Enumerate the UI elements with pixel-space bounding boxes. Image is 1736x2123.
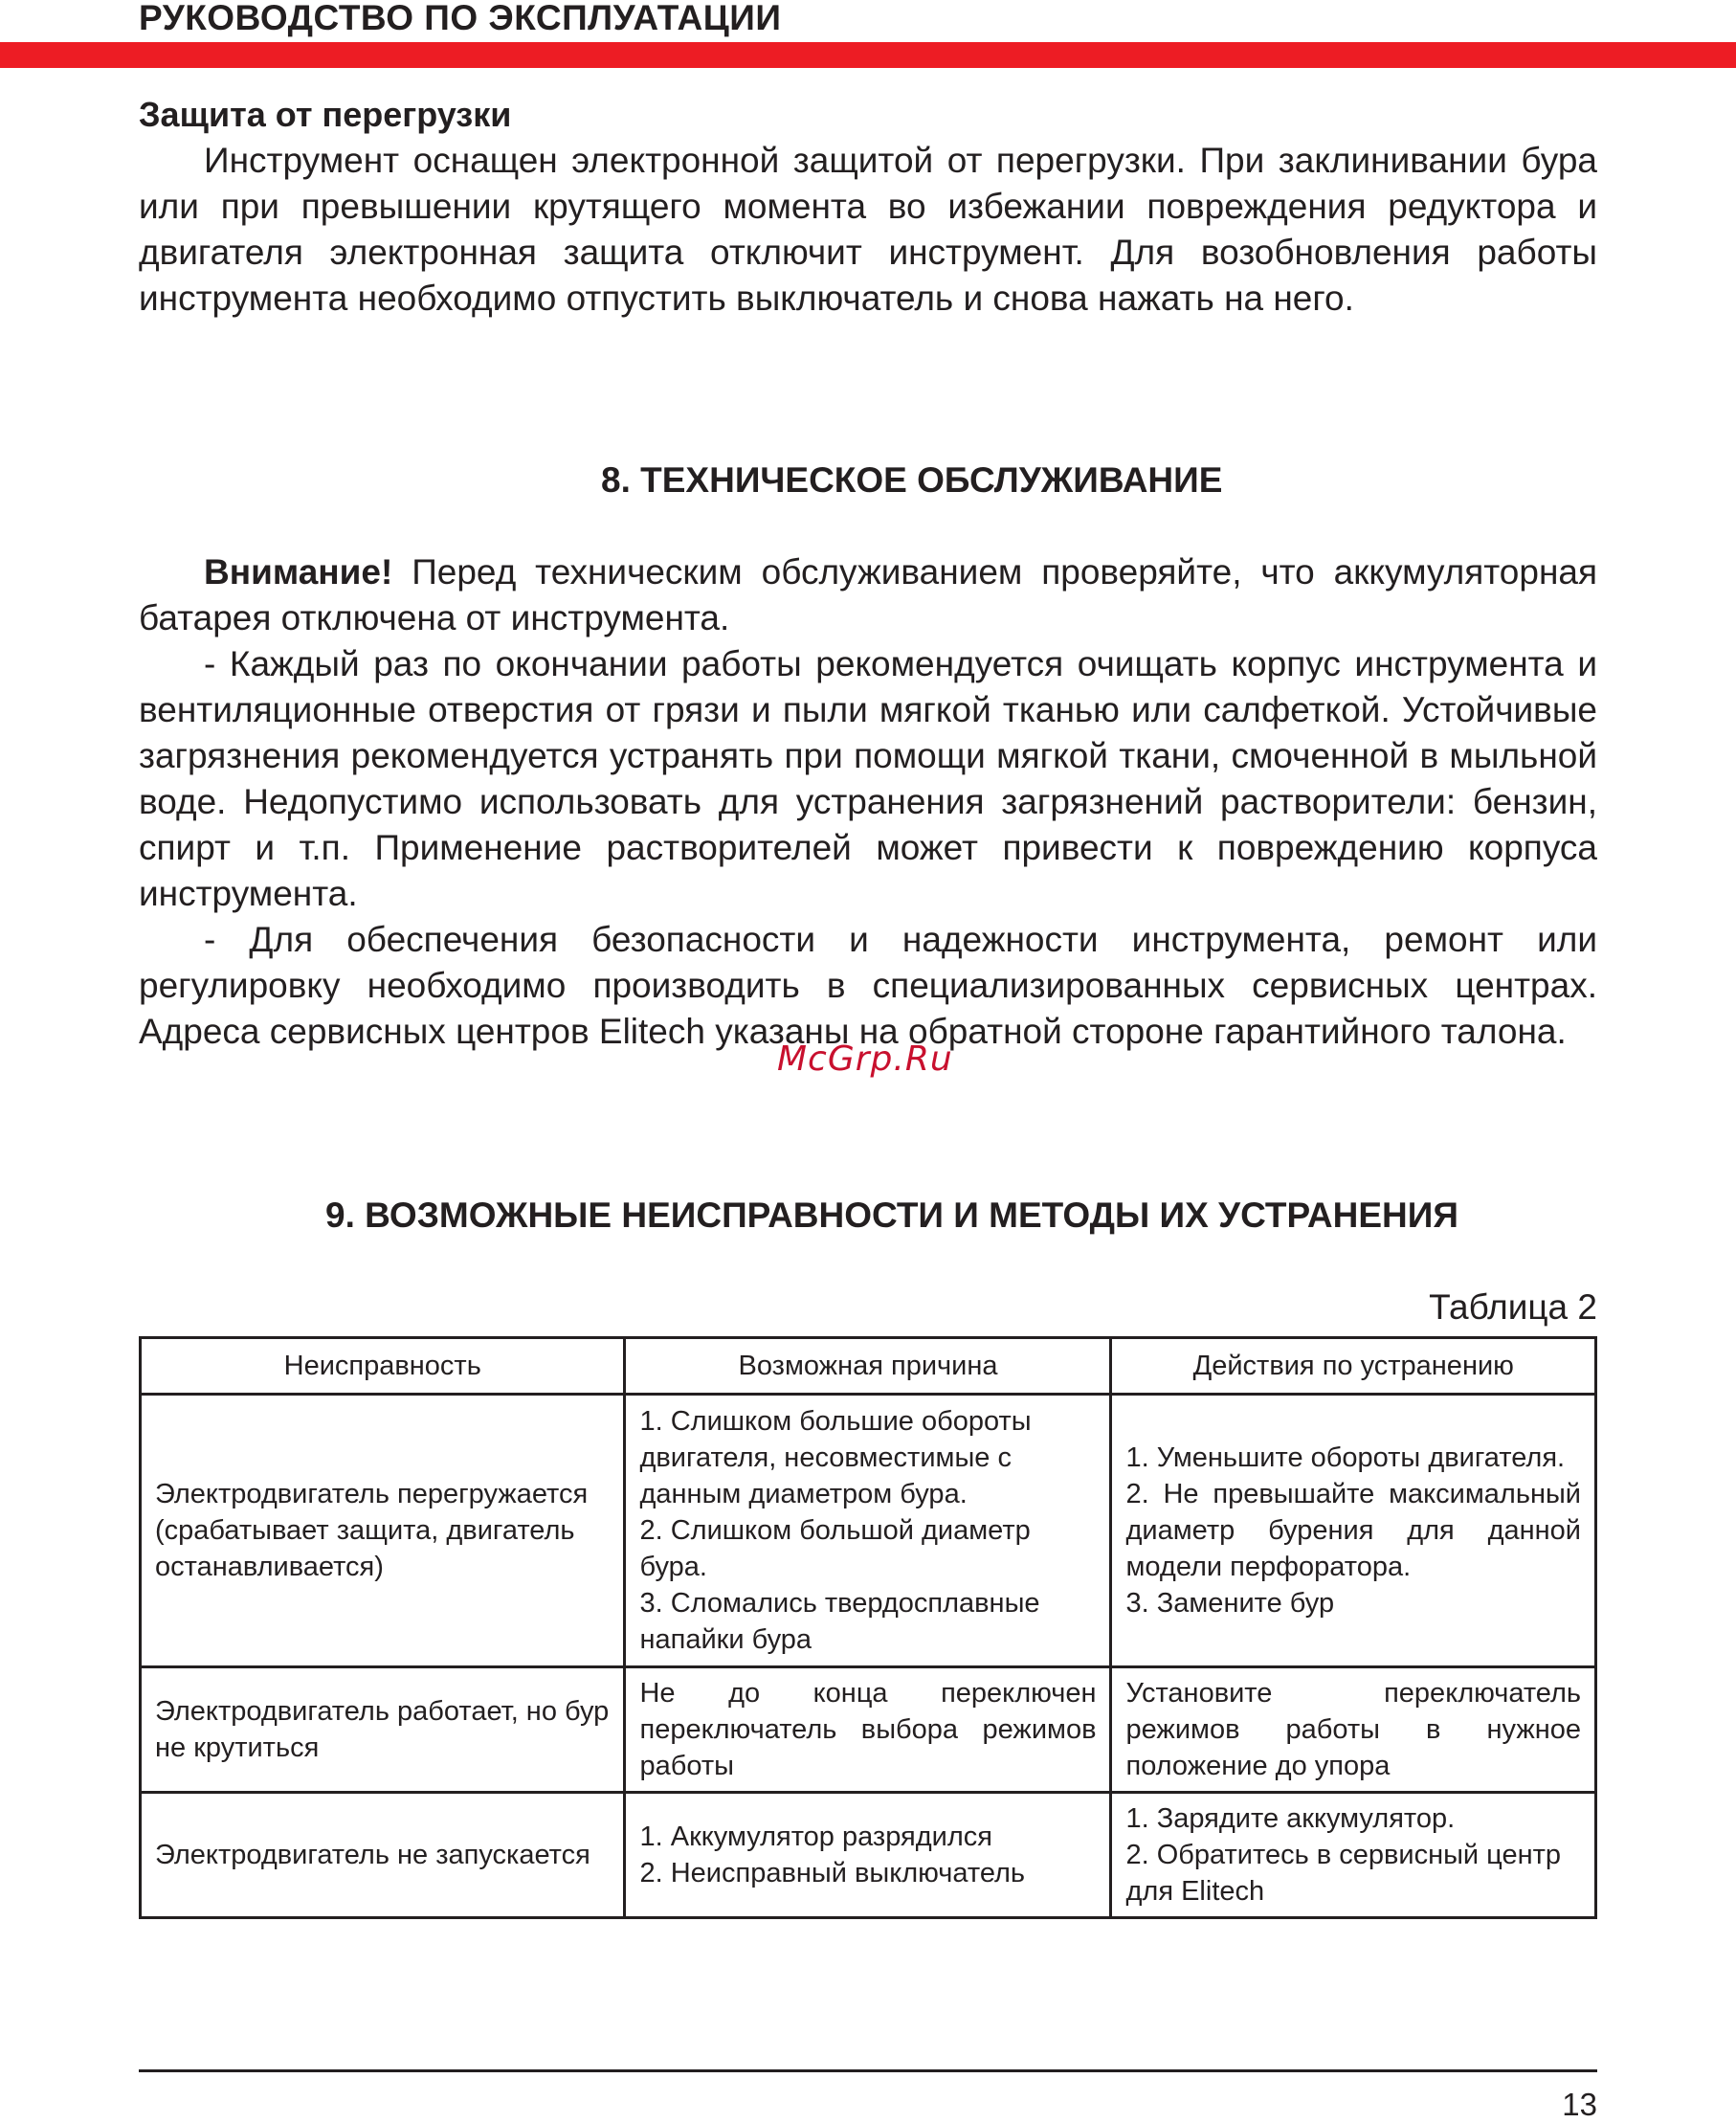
table-row [141,1395,1596,1667]
cause-line: 1. Слишком большие обороты двигателя, несовместимые с данным диаметром бура. [639,1406,1032,1509]
attention-label: Внимание! [204,552,393,592]
cause-cell [625,1793,1111,1918]
overload-section [139,138,1597,322]
action-line: 1. Зарядите аккумулятор. [1125,1803,1456,1834]
action-line: 2. Обратитесь в сервисный центр для Elitech [1125,1840,1562,1907]
action-line: Установите переключатель режимов работы в нужное положение до упора [1125,1678,1581,1781]
action-cell [1111,1395,1596,1667]
cause-line: 2. Слишком большой диаметр бура. [639,1515,1031,1582]
overload-title: Защита от перегрузки [139,95,512,134]
action-cell [1111,1667,1596,1793]
column-header-cause: Возможная причина [625,1338,1111,1395]
table-header-row [141,1338,1596,1395]
cause-cell [625,1667,1111,1793]
maintenance-item-service: - Для обеспечения безопасности и надежности инструмента, ремонт или регулировку необходимо производить в специализированных сервисных центрах. Адреса сервисных центров Elitech указаны на обратной стороне гарантийного талона. [139,920,1597,1051]
footer-rule [139,2069,1597,2072]
cause-line: 2. Неисправный выключатель [639,1858,1026,1888]
overload-text: Инструмент оснащен электронной защитой от перегрузки. При заклинивании бура или при превышении крутящего момента во избежании повреждения редуктора и двигателя электронная защита отключит инструмент. Для возобновления работы инструмента необходимо отпустить выключатель и снова нажать на него. [139,141,1597,318]
maintenance-section [139,549,1597,1055]
fault-cell: Электродвигатель работает, но бур не крутиться [141,1667,625,1793]
action-cell [1111,1793,1596,1918]
watermark: McGrp.Ru [777,1039,953,1079]
column-header-action: Действия по устранению [1111,1338,1596,1395]
table-row [141,1667,1596,1793]
action-line: 1. Уменьшите обороты двигателя. [1125,1442,1566,1473]
faults-heading: 9. ВОЗМОЖНЫЕ НЕИСПРАВНОСТИ И МЕТОДЫ ИХ УСТРАНЕНИЯ [325,1196,1458,1235]
action-line: 3. Замените бур [1125,1588,1335,1619]
maintenance-item-cleaning: - Каждый раз по окончании работы рекомендуется очищать корпус инструмента и вентиляционные отверстия от грязи и пыли мягкой тканью или салфеткой. Устойчивые загрязнения рекомендуется устранять при помощи мягкой ткани, смоченной в мыльной воде. Недопустимо использовать для устранения загрязнений растворители: бензин, спирт и т.п. Применение растворителей может привести к повреждению корпуса инструмента. [139,644,1597,913]
maintenance-heading: 8. ТЕХНИЧЕСКОЕ ОБСЛУЖИВАНИЕ [601,460,1223,500]
fault-cell: Электродвигатель не запускается [141,1793,625,1918]
table-caption: Таблица 2 [1429,1287,1597,1327]
action-line: 2. Не превышайте максимальный диаметр бурения для данной модели перфоратора. [1125,1479,1581,1582]
cause-cell [625,1395,1111,1667]
cause-line: 1. Аккумулятор разрядился [639,1821,992,1852]
attention-paragraph [139,549,1597,641]
cause-line: Не до конца переключен переключатель выбора режимов работы [639,1678,1097,1781]
cause-line: 3. Сломались твердосплавные напайки бура [639,1588,1040,1655]
header-title: РУКОВОДСТВО ПО ЭКСПЛУАТАЦИИ [139,0,782,37]
attention-text: Перед техническим обслуживанием проверяйте, что аккумуляторная батарея отключена от инструмента. [139,552,1598,637]
header-red-bar [0,42,1736,68]
faults-table [139,1336,1597,1919]
page-number: 13 [1562,2087,1597,2122]
table-row [141,1793,1596,1918]
fault-cell: Электродвигатель перегружается (срабатывает защита, двигатель останавливается) [141,1395,625,1667]
column-header-fault: Неисправность [141,1338,625,1395]
